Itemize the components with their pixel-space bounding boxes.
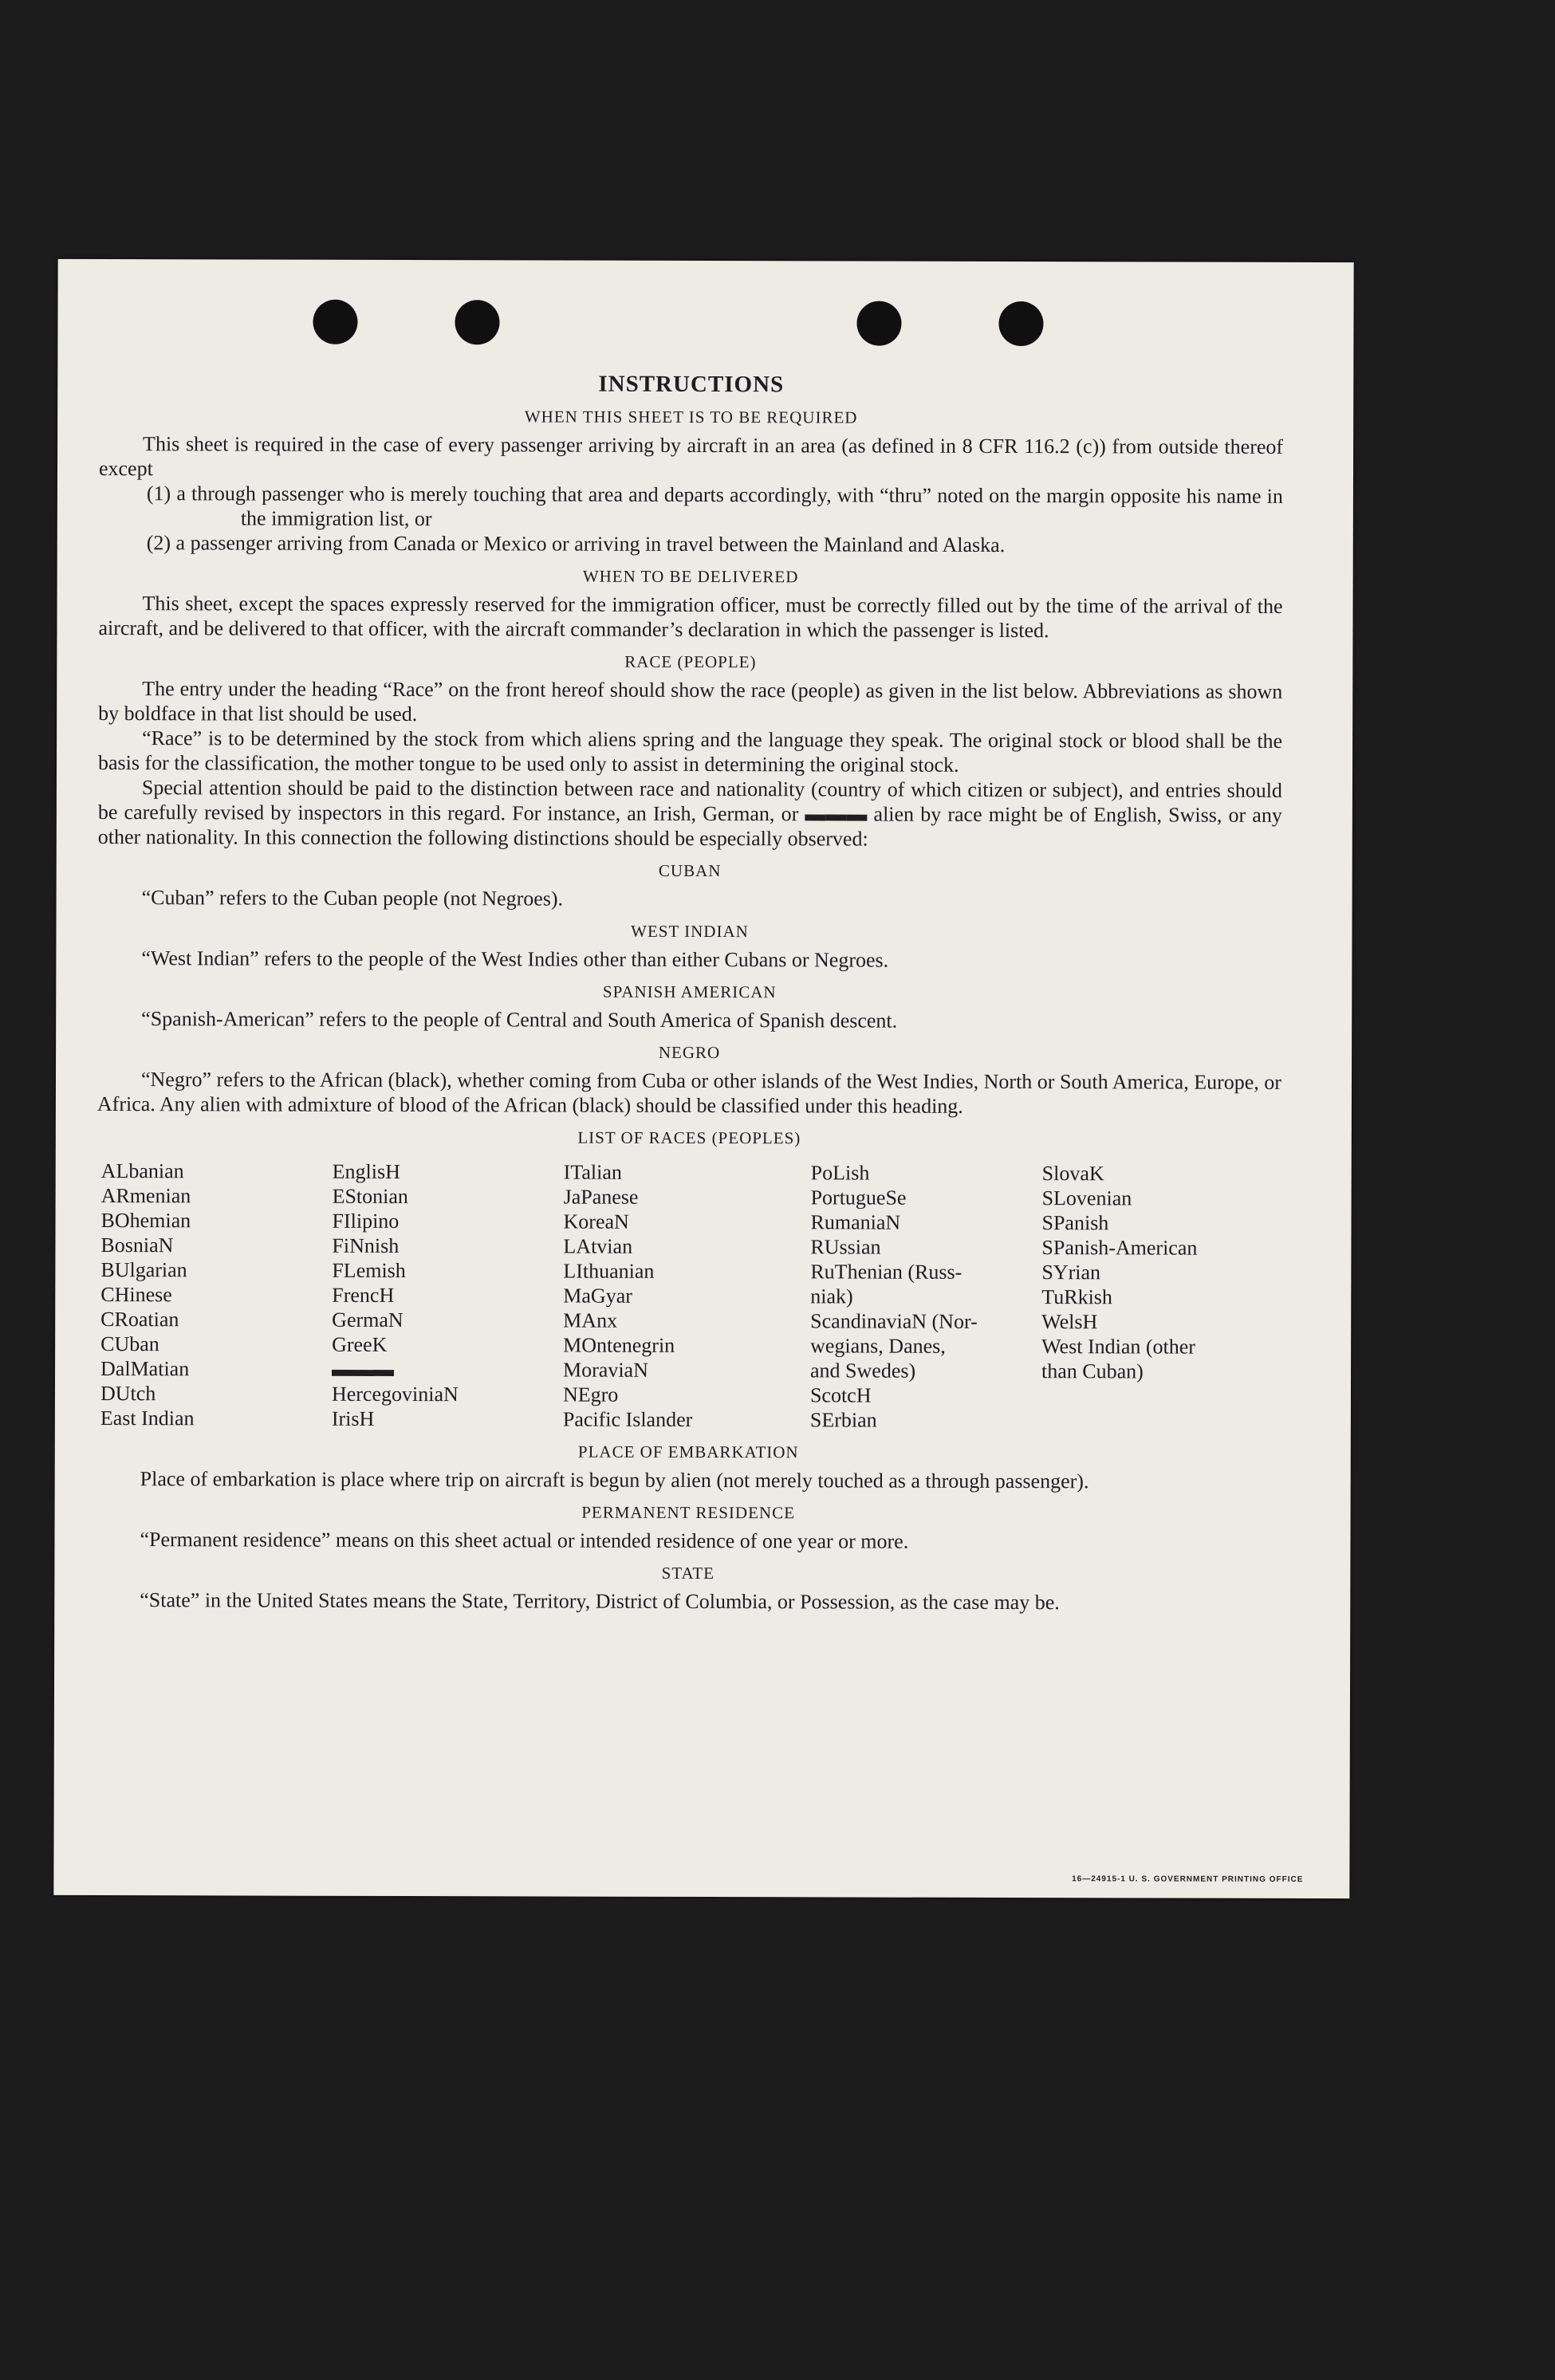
race-entry: Pacific Islander	[562, 1407, 693, 1431]
race-entry: MOntenegrin	[563, 1333, 675, 1357]
race-entry: FiNnish	[332, 1233, 400, 1257]
race-entry: and Swedes)	[810, 1359, 916, 1383]
embarkation-text: Place of embarkation is place where trip on aircraft is begun by alien (not merely touched as a through passenger).	[140, 1467, 1089, 1493]
spanish-american-text: “Spanish-American” refers to the people of Central and South America of Spanish descent.	[141, 1007, 898, 1033]
west-indian-text: “West Indian” refers to the people of the West Indies other than either Cubans or Negroes.	[141, 946, 889, 972]
race-entry: IrisH	[331, 1406, 375, 1430]
race-entry	[1041, 1383, 1249, 1409]
race-entry: SPanish-American	[1041, 1236, 1198, 1260]
race-entry: ALbanian	[100, 1159, 184, 1183]
race-entry: niak)	[810, 1284, 853, 1308]
section-heading-required: WHEN THIS SHEET IS TO BE REQUIRED	[524, 407, 858, 427]
race-paragraph-2: “Race” is to be determined by the stock from which aliens spring and the language they speak. The original stock or blood shall be the basis for the classification, the mother tongue to be used only to assist in determining the original stock.	[97, 726, 1283, 777]
race-entry: MAnx	[563, 1308, 618, 1332]
punch-hole	[856, 301, 901, 345]
race-entry: ITalian	[563, 1160, 622, 1184]
required-intro: This sheet is required in the case of every passenger arriving by aircraft in an area (as defined in 8 CFR 116.2 (c)) from outside thereof except	[98, 432, 1284, 481]
race-entry: RUssian	[810, 1235, 881, 1259]
section-heading-spanish-american: SPANISH AMERICAN	[602, 982, 777, 1002]
race-entry: East Indian	[100, 1406, 195, 1430]
race-entry: ScandinaviaN (Nor-	[810, 1309, 978, 1333]
page-title: INSTRUCTIONS	[598, 371, 785, 398]
section-heading-embarkation: PLACE OF EMBARKATION	[577, 1442, 799, 1462]
race-entry: MaGyar	[563, 1284, 632, 1308]
section-heading-negro: NEGRO	[658, 1042, 721, 1063]
race-entry: GreeK	[332, 1332, 388, 1356]
race-entry: FrencH	[332, 1283, 395, 1307]
race-entry: EnglisH	[332, 1159, 400, 1184]
punch-hole	[313, 300, 357, 344]
races-list	[100, 1159, 1281, 1434]
race-entry: BOhemian	[100, 1209, 191, 1233]
race-paragraph-1: The entry under the heading “Race” on the front hereof should show the race (people) as given in the list below. Abbreviations as shown by boldface in that list should be used.	[98, 677, 1283, 726]
race-entry: PoLish	[810, 1161, 870, 1185]
print-footnote: 16—24915-1 U. S. GOVERNMENT PRINTING OFFICE	[1072, 1874, 1304, 1884]
race-entry: RuThenian (Russ-	[810, 1260, 963, 1284]
race-entry: WelsH	[1041, 1310, 1098, 1334]
race-entry: BosniaN	[100, 1233, 174, 1257]
section-heading-list: LIST OF RACES (PEOPLES)	[577, 1127, 801, 1148]
race-entry: SLovenian	[1041, 1186, 1132, 1210]
race-entry	[1041, 1408, 1249, 1434]
race-entry: FIlipino	[332, 1209, 400, 1233]
required-item-1: (1) a through passenger who is merely touching that area and departs accordingly, with “thru” noted on the margin opposite his name in the immigration list, or	[146, 482, 1283, 531]
race-entry: CUban	[100, 1332, 159, 1356]
race-entry: TuRkish	[1041, 1285, 1112, 1309]
race-entry: ▬▬▬	[332, 1357, 395, 1381]
race-entry: BUlgarian	[100, 1258, 187, 1282]
race-entry: HercegoviniaN	[331, 1382, 459, 1406]
instructions-body	[96, 371, 1283, 1615]
race-entry: West Indian (other	[1041, 1335, 1196, 1359]
section-heading-delivered: WHEN TO BE DELIVERED	[582, 566, 799, 587]
document-page	[53, 259, 1353, 1898]
race-entry: NEgro	[562, 1383, 619, 1406]
race-entry: GermaN	[332, 1308, 404, 1332]
race-paragraph-3: Special attention should be paid to the distinction between race and nationality (country of which citizen or subject), and entries should be carefully revised by inspectors in this regard. For instance, an Irish, German, or ▬▬▬ alien by race might be of English, Swiss, or any other nationality. In this connection the following distinctions should be especially observed:	[97, 776, 1282, 851]
race-entry: KoreaN	[563, 1210, 629, 1233]
race-entry: SPanish	[1041, 1211, 1109, 1235]
state-text: “State” in the United States means the State, Territory, District of Columbia, or Possession, as the case may be.	[140, 1588, 1060, 1615]
race-entry: SErbian	[809, 1408, 877, 1432]
race-entry: ScotcH	[809, 1383, 872, 1407]
required-item-2: (2) a passenger arriving from Canada or Mexico or arriving in travel between the Mainland and Alaska.	[146, 531, 1006, 557]
section-heading-cuban: CUBAN	[658, 860, 722, 881]
race-entry: ARmenian	[100, 1184, 191, 1208]
race-entry: wegians, Danes,	[810, 1334, 946, 1358]
race-entry: LAtvian	[563, 1234, 633, 1258]
punch-hole	[998, 301, 1043, 346]
race-entry: SlovaK	[1041, 1162, 1104, 1186]
race-entry: SYrian	[1041, 1261, 1101, 1284]
negro-text: “Negro” refers to the African (black), whether coming from Cuba or other islands of the West Indies, North or South America, Europe, or Africa. Any alien with admixture of blood of the African (black) should be classified under this heading.	[96, 1068, 1282, 1118]
section-heading-residence: PERMANENT RESIDENCE	[581, 1502, 795, 1523]
race-entry: MoraviaN	[563, 1358, 648, 1382]
race-entry: PortugueSe	[810, 1186, 907, 1210]
race-entry: CRoatian	[100, 1308, 179, 1332]
race-entry: LIthuanian	[563, 1259, 655, 1283]
section-heading-race: RACE (PEOPLE)	[624, 651, 757, 672]
cuban-text: “Cuban” refers to the Cuban people (not Negroes).	[141, 886, 564, 911]
race-entry: EStonian	[332, 1184, 408, 1209]
delivered-text: This sheet, except the spaces expressly reserved for the immigration officer, must be correctly filled out by the time of the arrival of the aircraft, and be delivered to that officer, with the aircraft commander’s declaration in which the passenger is listed.	[98, 592, 1283, 643]
race-entry: RumaniaN	[810, 1210, 901, 1234]
race-entry: CHinese	[100, 1283, 172, 1307]
punch-hole	[455, 300, 499, 344]
race-entry: than Cuban)	[1041, 1359, 1144, 1383]
race-entry: JaPanese	[563, 1185, 639, 1209]
race-entry: DUtch	[100, 1382, 156, 1406]
section-heading-state: STATE	[661, 1563, 715, 1583]
race-entry: FLemish	[332, 1258, 406, 1283]
residence-text: “Permanent residence” means on this sheet actual or intended residence of one year or more.	[140, 1528, 909, 1553]
race-entry: DalMatian	[100, 1357, 190, 1381]
section-heading-west-indian: WEST INDIAN	[631, 921, 749, 942]
